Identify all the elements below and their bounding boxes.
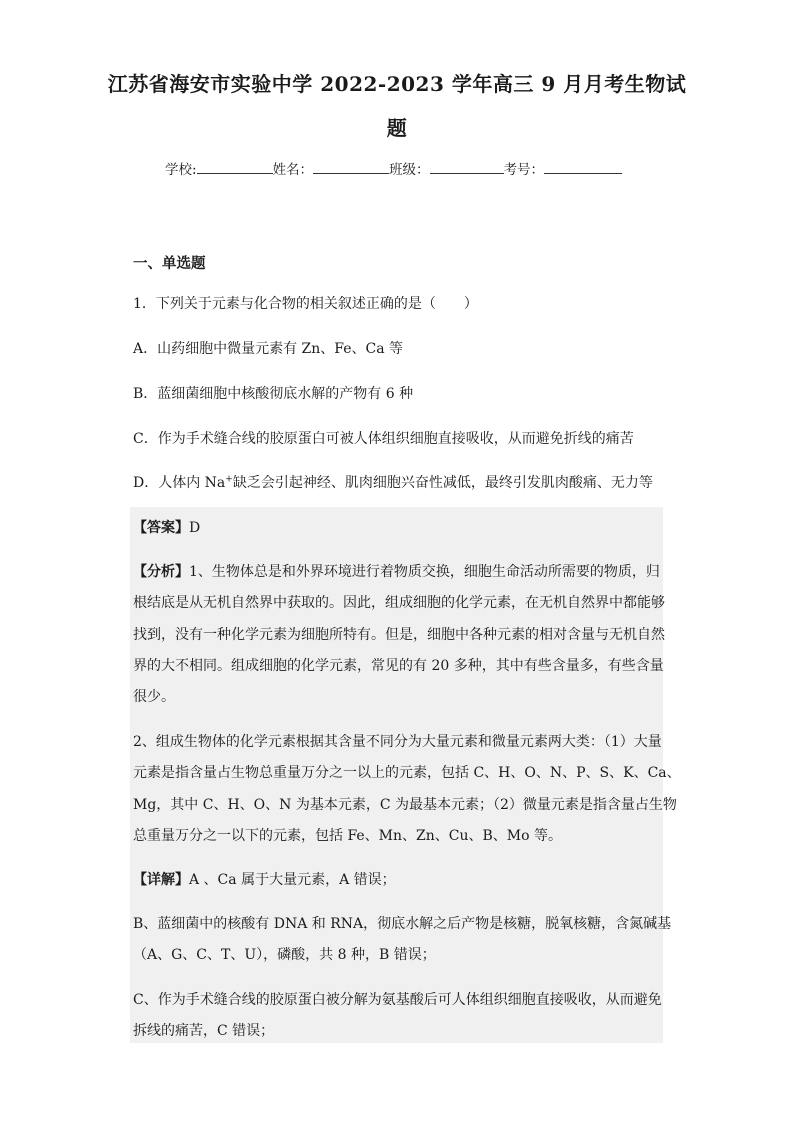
answer-value: D	[189, 520, 201, 536]
analysis-line-3: 找到，没有一种化学元素为细胞所特有。但是，细胞中各种元素的相对含量与无机自然	[133, 627, 665, 643]
analysis-line-4: 界的大不相同。组成细胞的化学元素，常见的有 20 多种，其中有些含量多，有些含量	[133, 658, 664, 674]
option-b: B．蓝细菌细胞中核酸彻底水解的产物有 6 种	[133, 386, 414, 402]
analysis-p2-line-3: Mg，其中 C、H、O、N 为基本元素，C 为最基本元素；（2）微量元素是指含量占生物	[133, 797, 677, 813]
analysis-p2-line-1: 2、组成生物体的化学元素根据其含量不同分为大量元素和微量元素两大类：（1）大量	[133, 734, 662, 750]
exam-title-line2: 题	[386, 116, 408, 140]
analysis-line-2: 根结底是从无机自然界中获取的。因此，组成细胞的化学元素，在无机自然界中都能够	[133, 595, 665, 611]
school-blank[interactable]	[197, 158, 273, 174]
name-blank[interactable]	[313, 158, 389, 174]
school-label: 学校:	[165, 162, 197, 178]
answer-label: 【答案】	[133, 520, 189, 536]
detail-line-b1: B、蓝细菌中的核酸有 DNA 和 RNA，彻底水解之后产物是核糖，脱氧核糖，含氮碱基	[133, 916, 672, 932]
option-d-text: D．人体内 Na	[133, 475, 226, 491]
detail-line-c2: 拆线的痛苦，C 错误；	[133, 1023, 275, 1039]
analysis-p2-line-4: 总重量万分之一以下的元素，包括 Fe、Mn、Zn、Cu、B、Mo 等。	[133, 828, 563, 844]
detail-line-a	[133, 869, 396, 889]
detail-line-b2: （A、G、C、T、U），磷酸，共 8 种，B 错误；	[133, 947, 436, 963]
option-d	[133, 472, 653, 492]
analysis-text: 1、生物体总是和外界环境进行着物质交换，细胞生命活动所需要的物质，归	[189, 564, 660, 580]
exam-title-line1: 江苏省海安市实验中学 2022-2023 学年高三 9 月月考生物试	[107, 72, 687, 96]
analysis-p2-line-2: 元素是指含量占生物总重量万分之一以上的元素，包括 C、H、O、N、P、S、K、Ca、	[133, 765, 681, 781]
analysis-line-5: 很少。	[133, 689, 175, 705]
analysis-line-1	[133, 561, 660, 581]
student-info-row	[165, 158, 622, 178]
option-c: C．作为手术缝合线的胶原蛋白可被人体组织细胞直接吸收，从而避免折线的痛苦	[133, 431, 634, 447]
option-d-text-rest: 缺乏会引起神经、肌肉细胞兴奋性减低，最终引发肌肉酸痛、无力等	[232, 475, 653, 491]
detail-label: 【详解】	[133, 872, 189, 888]
option-d-superscript: +	[225, 474, 233, 485]
section-heading: 一、单选题	[133, 255, 206, 272]
question-stem: 1．下列关于元素与化合物的相关叙述正确的是（ ）	[133, 296, 478, 312]
id-label: 考号：	[503, 162, 545, 178]
id-blank[interactable]	[544, 158, 622, 174]
analysis-label: 【分析】	[133, 564, 189, 580]
name-label: 姓名：	[272, 162, 314, 178]
option-a: A．山药细胞中微量元素有 Zn、Fe、Ca 等	[133, 341, 404, 357]
class-label: 班级：	[389, 162, 430, 178]
class-blank[interactable]	[430, 158, 504, 174]
detail-line-c1: C、作为手术缝合线的胶原蛋白被分解为氨基酸后可人体组织细胞直接吸收，从而避免	[133, 992, 662, 1008]
answer-line	[133, 517, 200, 537]
detail-text-a: A 、Ca 属于大量元素，A 错误；	[189, 872, 396, 888]
